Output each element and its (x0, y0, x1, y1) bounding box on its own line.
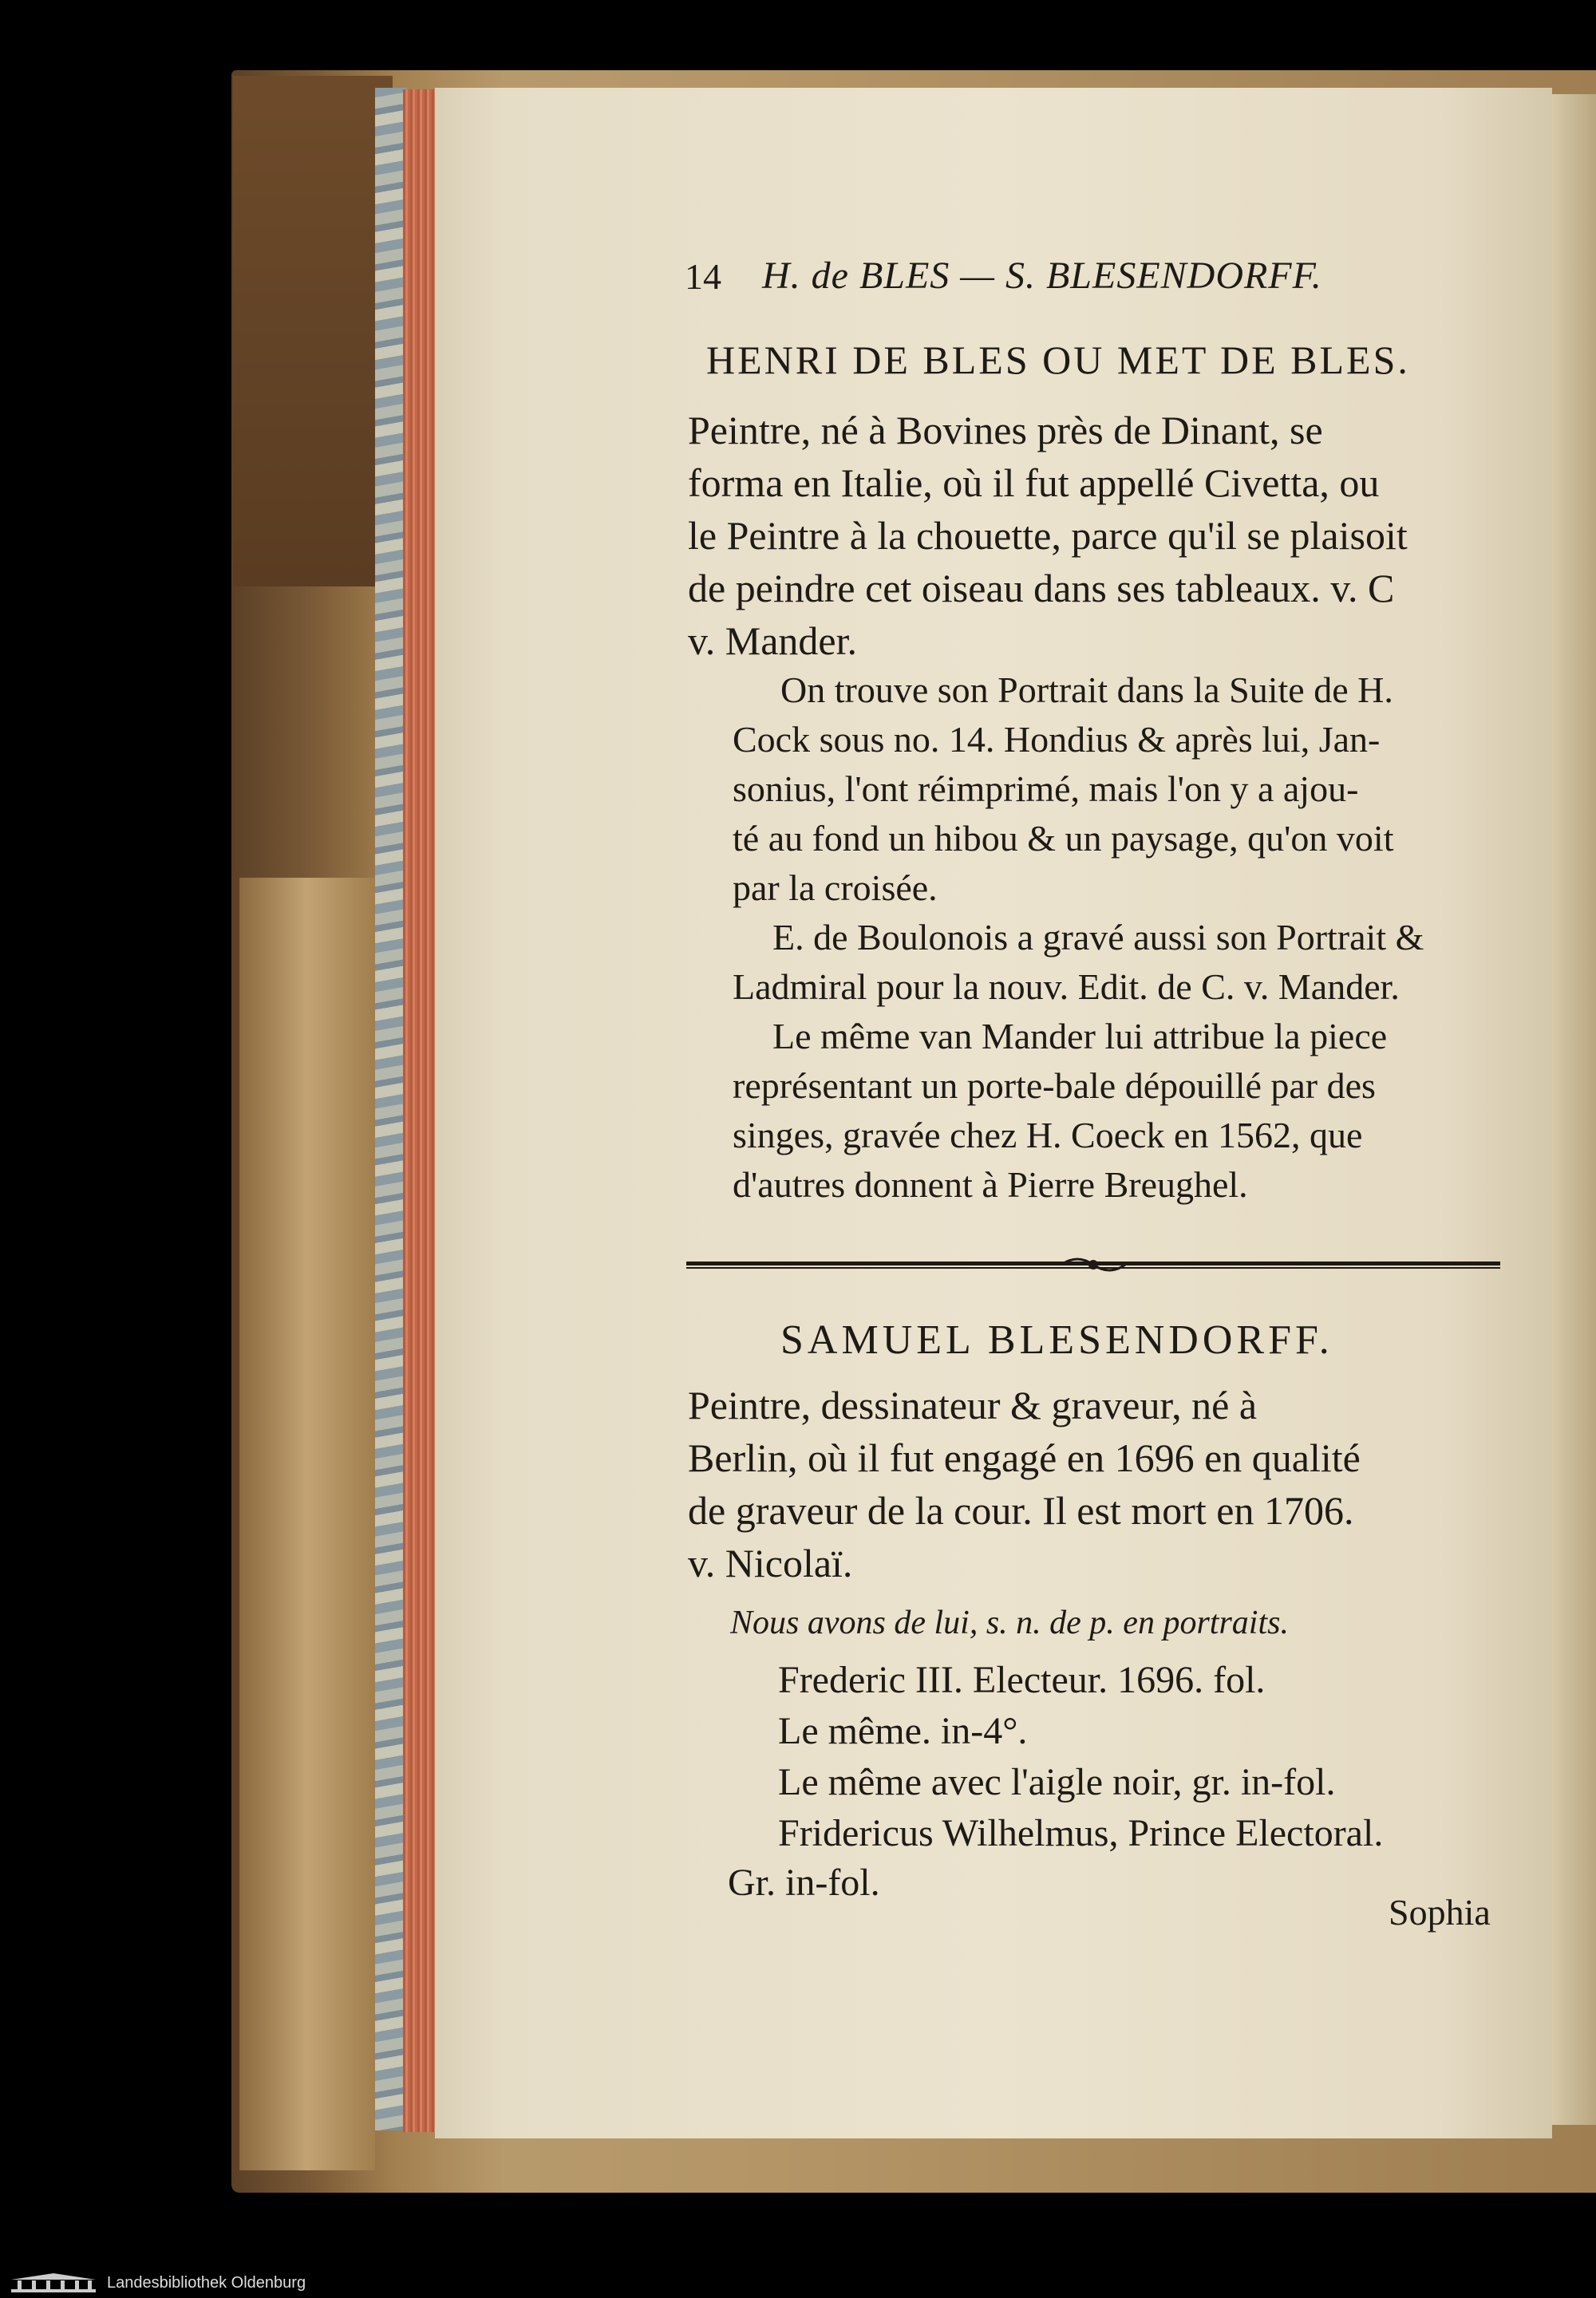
s1-line-6: On trouve son Portrait dans la Suite de H. (780, 669, 1393, 710)
s1-line-5: v. Mander. (688, 618, 857, 663)
s1-line-12: Ladmiral pour la nouv. Edit. de C. v. Mander. (733, 966, 1400, 1007)
catchword: Sophia (1389, 1892, 1491, 1933)
s1-line-3: le Peintre à la chouette, parce qu'il se plaisoit (688, 513, 1408, 558)
cover-lower-board (239, 878, 375, 2170)
s2-line-5: Nous avons de lui, s. n. de p. en portraits. (730, 1605, 1289, 1641)
s2-line-4: v. Nicolaï. (688, 1541, 853, 1585)
s1-line-8: sonius, l'ont réimprimé, mais l'on y a ajou- (733, 768, 1359, 809)
ornamental-rule (686, 1254, 1500, 1275)
s1-line-11: E. de Boulonois a gravé aussi son Portrait & (772, 917, 1424, 958)
s2-line-9: Fridericus Wilhelmus, Prince Electoral. (778, 1812, 1384, 1854)
s1-line-2: forma en Italie, où il fut appellé Civetta, ou (688, 460, 1380, 505)
s1-line-7: Cock sous no. 14. Hondius & après lui, Jan- (733, 719, 1381, 760)
running-head: H. de BLES — S. BLESENDORFF. (762, 255, 1322, 297)
library-logo-icon (10, 2272, 97, 2294)
s2-line-10: Gr. in-fol. (728, 1862, 880, 1904)
s2-line-2: Berlin, où il fut engagé en 1696 en qualité (688, 1435, 1361, 1480)
marbled-endpaper (375, 88, 407, 2130)
s1-line-14: représentant un porte-bale dépouillé par des (733, 1065, 1376, 1106)
red-page-edges (403, 89, 437, 2132)
page-right-edge (1552, 94, 1596, 2125)
s1-line-9: té au fond un hibou & un paysage, qu'on voit (733, 818, 1394, 859)
page-number: 14 (685, 256, 721, 297)
cover-leather-patch (233, 76, 393, 586)
s1-line-4: de peindre cet oiseau dans ses tableaux. v. C (688, 566, 1395, 610)
s2-line-3: de graveur de la cour. Il est mort en 1706. (688, 1488, 1354, 1533)
s1-line-10: par la croisée. (733, 867, 938, 908)
section2-title: SAMUEL BLESENDORFF. (780, 1317, 1333, 1363)
s2-line-8: Le même avec l'aigle noir, gr. in-fol. (778, 1761, 1336, 1803)
s1-line-15: singes, gravée chez H. Coeck en 1562, que (733, 1115, 1363, 1155)
footer-library-name: Landesbibliothek Oldenburg (107, 2274, 306, 2292)
s2-line-6: Frederic III. Electeur. 1696. fol. (778, 1659, 1266, 1701)
s1-line-13: Le même van Mander lui attribue la piece (772, 1016, 1388, 1056)
s1-line-1: Peintre, né à Bovines près de Dinant, se (688, 408, 1323, 452)
s1-line-16: d'autres donnent à Pierre Breughel. (733, 1164, 1248, 1205)
s2-line-7: Le même. in-4°. (778, 1710, 1028, 1752)
section1-title: HENRI DE BLES OU MET DE BLES. (706, 338, 1410, 382)
s2-line-1: Peintre, dessinateur & graveur, né à (688, 1383, 1258, 1427)
